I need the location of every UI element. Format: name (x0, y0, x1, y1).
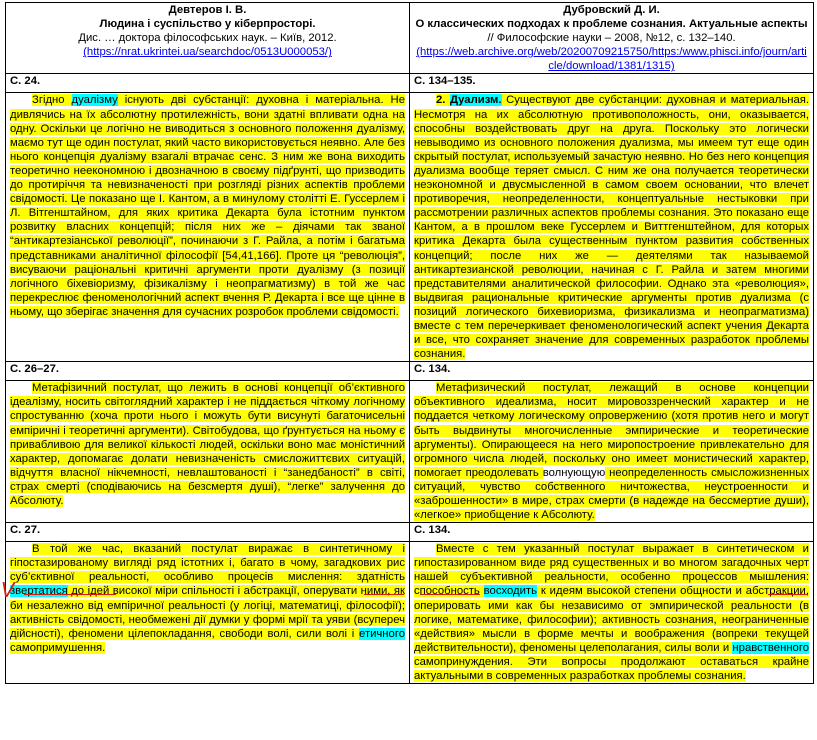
left-title: Людина і суспільство у кіберпросторі. (99, 18, 316, 31)
text-segment: існують дві субстанції: духовна і матеріальна. Не дивлячись на їх абсолютну протилежність, вони здатні впливати одна на одну. Оскільки це логічно не виводиться з основного положення дуалізму, маємо тут ще один постулат, який часто використовується неявно. Але без нього концепція дуалізму взагалі втрачає сенс. З ним же вона виходить теоретично неекономною і двозначною в своєму підґрунті, що призводить до протиріччя та невизначеності при розгляді різних аспектів проблеми свідомості. Це показано ще І. Кантом, а в минулому столітті Е. Гуссерлем і Л. Вітгенштайном, для яких критика Декарта була істотним пунктом розвитку власних концепцій; після них же – діячами так званої “антикартезіанської революції”, починаючи з Г. Райла, а потім і багатьма представниками аналітичної філософії [54,41,166]. Проте ця “революція”, висуваючи раціональні критичні аргументи проти дуалізму (з позиції логічного біхевіоризму, фізикалізму і неопрагматизму) в той же час перекреслює феноменологічний аспект вчення Р. Декарта і все ще цінне в ньому, що зберігає значення для сучасних розробок проблеми свідомості. (10, 94, 405, 318)
right-source: // Философские науки – 2008, №12, с. 132–140. (487, 32, 736, 45)
right-text-cell (410, 542, 814, 684)
page-row (6, 523, 814, 542)
left-text-cell (6, 542, 410, 684)
right-page-ref: С. 134–135. (410, 74, 814, 93)
text-row (6, 381, 814, 523)
right-page-ref: С. 134. (410, 523, 814, 542)
left-source-header (6, 3, 410, 74)
page-row (6, 362, 814, 381)
left-source: Дис. … доктора філософських наук. – Київ, 2012. (78, 32, 337, 45)
text-segment: звертатися (10, 585, 68, 598)
text-row (6, 542, 814, 684)
red-underline-annotation (420, 594, 480, 595)
text-segment: Метафизический постулат, лежащий в основе концепции объективного идеализма, носит мировоззренческий характер и не поддается четкому логическому опровержению (хотя против него и могут быть выдвинуты многочисленные эмпирические и теоретические аргументы). Опирающееся на него миропостроение привлекательно для огромного числа людей, поскольку оно имеет монистический характер, помогает преодолевать (414, 382, 809, 479)
right-author: Дубровский Д. И. (563, 4, 660, 16)
comparison-table (5, 2, 814, 684)
text-segment: неопределенность смысложизненных ситуаций, чувство собственного ничтожества, неустроенности и «заброшенности» в мире, страх смерти (в надежде на бессмертие души), «легкое» приобщение к Абсолюту. (414, 466, 810, 522)
red-underline-annotation (364, 594, 404, 595)
text-segment: Згідно (32, 94, 72, 107)
right-title: О классических подходах к проблеме сознания. Актуальные аспекты (415, 18, 808, 31)
right-paragraph (414, 381, 809, 522)
text-segment: до ідей високої міри спільності і абстракції, оперувати ними, як би незалежно від емпіричної реальності (у логіці, математиці, філософії); активність свідомості, необмежені дії думки у формі мрії та уяви (всупереч дійсності), феномени цілепокладання, свободи волі, сили волі і (10, 585, 405, 640)
text-segment: Существуют две субстанции: духовная и материальная. Несмотря на их абсолютную противоположность, они, оказывается, способны воздействовать друг на друга. Поскольку это логически невыводимо из основного положения дуализма, мы имеем тут еще один скрытый постулат, используемый зачастую неявно. Но без него концепция дуализма вообще теряет смысл. С ним же она получается теоретически неэкономной и двусмысленной в самом своем основании, что влечет противоречия, неопределенности, концептуальные нестыковки при рассмотрении различных аспектов проблемы сознания. Это показано еще Кантом, а в прошлом веке Гуссерлем и Виттгенштейном, для которых критика Декарта была существенным пунктом развития собственных концепций; после них же — деятелями так называемой антикартезианской революции, начиная с Г. Райла и затем многими представителями аналитической философии. Однако эта «революция», выдвигая рациональные критические аргументы против дуализма (с позиций логического бихевиоризма, физикализма и неопрагматизма) вместе с тем перечеркивает феноменологический аспект учения Декарта и все, что сохраняет значение для современных разработок проблемы сознания. (414, 94, 809, 361)
red-underline-annotation (24, 594, 116, 595)
text-segment: восходить (483, 585, 537, 598)
left-text-cell (6, 381, 410, 523)
left-paragraph (10, 93, 405, 319)
text-segment: Вместе с тем указанный постулат выражает в синтетическом и гипостазированном виде ряд существенных и во многом загадочных черт нашей субъективной реальности, особенно процессов мышления: способность (414, 543, 809, 598)
left-source-link[interactable]: (https://nrat.ukrintei.ua/searchdoc/0513U000053/) (83, 46, 332, 59)
right-page-ref: С. 134. (410, 362, 814, 381)
right-paragraph (414, 542, 809, 683)
text-segment: самопринуждения. Эти вопросы продолжают оставаться крайне актуальными в современных разработках проблемы сознания. (414, 655, 809, 683)
text-segment: к идеям высокой степени общности и абстракции, оперировать ими как бы независимо от эмпирической реальности (в логике, математике, философии); активность сознания, неограниченные «действия» мысли в форме мечты и воображения (вопреки текущей действительности), феномены целеполагания, силы воли и (414, 585, 809, 654)
check-mark-annotation: V (1, 578, 15, 602)
left-page-ref: С. 27. (6, 523, 410, 542)
left-author: Девтеров І. В. (168, 4, 247, 16)
text-segment: нравственного (732, 641, 809, 654)
text-segment: самопримушення. (10, 641, 106, 654)
right-source-header (410, 3, 814, 74)
text-segment: Метафізичний постулат, що лежить в основі концепції об’єктивного ідеалізму, носить світоглядний характер і не піддається чіткому логічному спростуванню (хоча проти нього і можуть бути висунуті багаточисельні емпіричні і теоретичні аргументи). Світобудова, що ґрунтується на ньому є привабливою для великої кількості людей, оскільки воно має моністичний характер, допомагає долати невизначеність смисложиттєвих ситуацій, відчуття власної нікчемності, невлаштованості і “занедбаності” в світі, страх смерті (сподіваючись на безсмертя душі), “легке” залучення до Абсолюту. (10, 382, 405, 507)
text-segment: етичного (359, 627, 405, 640)
right-text-cell (410, 381, 814, 523)
left-page-ref: С. 26–27. (6, 362, 410, 381)
left-page-ref: С. 24. (6, 74, 410, 93)
right-paragraph (414, 93, 809, 361)
text-row (6, 93, 814, 362)
text-segment: В той же час, вказаний постулат виражає в синтетичному і гіпостазированому вигляді ряд істотних і, багато в чому, загадкових рис суб’єктивної реальності, особливо процесів мислення: здатність (10, 543, 405, 584)
header-row (6, 3, 814, 74)
text-segment: волнующую (542, 466, 606, 479)
text-segment: 2. (436, 94, 450, 107)
right-text-cell (410, 93, 814, 362)
left-text-cell (6, 93, 410, 362)
left-paragraph (10, 542, 405, 655)
left-paragraph (10, 381, 405, 508)
right-source-link[interactable]: (https://web.archive.org/web/20200709215750/https:/www.phisci.info/journ/article/download/1381/1315) (416, 46, 807, 73)
text-segment: дуалізму (71, 94, 118, 107)
red-underline-annotation (768, 594, 808, 595)
page-row (6, 74, 814, 93)
text-segment: Дуализм. (449, 94, 502, 107)
